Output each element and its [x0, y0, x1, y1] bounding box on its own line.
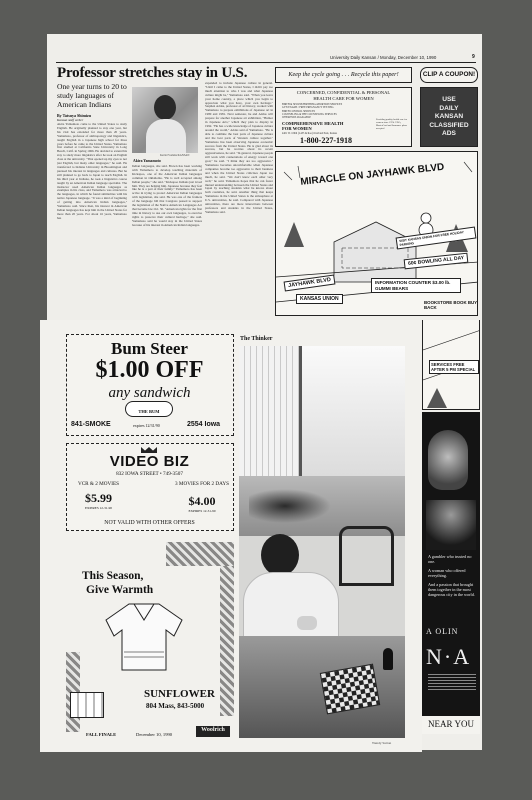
bumsteer-phone: 841-SMOKE — [71, 421, 111, 428]
bumsteer-title: Bum Steer — [111, 339, 188, 358]
sweater-illustration — [104, 602, 184, 672]
movie-tagline-3: And a passion that brought them together in the most dangerous city in the world. — [428, 582, 475, 597]
thinker-body — [243, 572, 339, 642]
sunflower-address: 804 Mass, 843-5000 — [146, 702, 205, 710]
page-number: 9 — [472, 54, 475, 60]
building-icon — [334, 222, 416, 282]
sunflower-headline-2: Give Warmth — [86, 584, 154, 596]
professor-photo — [132, 87, 198, 153]
classified-ad — [420, 87, 478, 147]
health-title-1: CONCERNED, CONFIDENTIAL & PERSONAL — [296, 90, 391, 95]
sunflower-name: SUNFLOWER — [144, 688, 215, 700]
window-frame — [299, 346, 405, 476]
bumsteer-address: 2554 Iowa — [187, 421, 221, 428]
health-address: 4401 W. 109th (I-435 & Roe) Overland Park, Kansas — [282, 132, 338, 135]
article-column-1: Akira Yamamoto came to the United States to study English. He originally planned to stay one year, but his visit has extended for more than 20 years. Yamamoto, professor of anthropology and linguistics, taught English in a Japanese high school for three years before he came to the United States. Yamamoto first studied at California State University in Long Beach, Calif. in Spring 1966. He decided to extend his stay to study more linguistics after he took an English class at the university. "That opened up my eyes to not just English, but many other languages," he said. He transferred to Indiana University in Bloomington and pursued his interest in languages and cultures. But he still planned to go back to Japan to teach English. In his third year at Indiana, he took a linguistics course taught by an American Indian language specialist. The instructor used American Indian languages as examples in his class, and Yamamoto was attracted to the languages, in which he found similarities with his native Japanese language. "It was a kind of beginning of getting into American Indian languages," Yamamoto said. Since then, his interest in American Indian languages has kept him in the United States for more than 20 years. For about 16 years, Yamamoto has — [57, 123, 127, 220]
tree-icon — [427, 388, 447, 408]
byline: By Tatsuya Shimizu — [57, 113, 92, 118]
snowman-head-icon — [421, 213, 431, 223]
movie-star: A OLIN — [426, 627, 459, 636]
sunflower-footer-left: FALL FINALE — [86, 732, 117, 737]
health-title-2: HEALTH CARE FOR WOMEN — [313, 96, 374, 101]
videobiz-right-price: $4.00 — [188, 494, 216, 508]
movie-theater: NEAR YOU — [422, 716, 480, 734]
chess-piece — [383, 648, 393, 670]
bumsteer-logo — [125, 401, 173, 417]
bumsteer-logo-text: THE BUM — [138, 409, 160, 414]
masthead: University Daily Kansan / Monday, December 10, 1990 — [330, 55, 437, 60]
sunflower-footer-date: December 10, 1990 — [136, 732, 173, 737]
classified-line: ADS — [442, 130, 456, 138]
classified-line: USE — [442, 96, 456, 103]
bumsteer-item: any sandwich — [108, 385, 191, 401]
thinker-photo — [239, 346, 405, 738]
masthead-rule — [56, 62, 476, 63]
thinker-head — [261, 534, 299, 576]
street-sign: JAYHAWK BLVD — [284, 274, 336, 291]
thinker-label: The Thinker — [240, 336, 273, 342]
article-column-2: Indian languages, she said. Brown has been working with Yamamoto to develop teaching materials of Kickapoo, one of the American Indian languages common in Oklahoma. "He is well accepted among Indian people," she said. "Kickapoo Indians just loved him. They are helping him. Japanese because they feel like he is a part of their family." Yamamoto has been active in trying to protect American Indian languages with legislation, she said. He was one of the framers of the language bill that Congress passed to support the legislation of the Native American Languages Act that became law Oct. 30. "American rights for the first time in history to use our own languages, to exercise rights to preserve their cultural heritage," she said. Yamamoto said he would stay in the United States because of his interest in American Indian languages. — [132, 165, 202, 227]
movie-poster-face — [428, 430, 468, 490]
videobiz-right-deal: 3 MOVIES FOR 2 DAYS — [175, 481, 229, 487]
health-service-item: COUNSELING & THE COUNSELING SERVICES — [282, 112, 337, 116]
chess-clutter-left — [249, 486, 339, 526]
health-name-2: FOR WOMEN — [282, 126, 312, 131]
bumsteer-expires: expires 12/31/90 — [133, 423, 160, 428]
photo-caption: Akira Yamamoto — [133, 159, 161, 163]
videobiz-left-deal: VCR & 2 MOVIES — [77, 481, 120, 487]
movie-tagline-2: A woman who offered everything. — [428, 568, 466, 578]
classified-line: DAILY — [439, 104, 459, 112]
gift-boxes-icon — [70, 692, 104, 718]
videobiz-coupon — [66, 443, 234, 531]
byline-role: Kansan staff writer — [57, 118, 84, 122]
headline: Professor stretches stay in U.S. — [57, 65, 248, 81]
clip-coupon-ad — [420, 67, 478, 83]
bowling-sign: 60¢ BOWLING ALL DAY — [404, 253, 469, 270]
health-service-item: WEEKENDS AVAILABLE — [282, 116, 311, 120]
services-sign: SERVICES FREE AFTER 5 PM SPECIAL — [429, 360, 479, 374]
photo-credit: Kevin Fromme/KANSAN — [160, 154, 190, 157]
bumsteer-coupon — [66, 334, 234, 436]
title-arc — [316, 185, 466, 212]
movie-credits — [428, 674, 476, 692]
tree-icon — [284, 222, 304, 247]
health-care-ad — [275, 87, 412, 147]
videobiz-right-note: EXPIRES 12-31-90 — [188, 509, 216, 513]
subhead: One year turns to 20 to study languages of American Indians — [57, 82, 127, 109]
holly-border-right — [220, 566, 234, 716]
health-services-list — [282, 103, 372, 119]
miracle-ad — [275, 151, 478, 316]
parking-sign: VISIT KANSAS UNION FOR FREE HOLIDAY PARKING — [396, 226, 477, 249]
recycle-text: Keep the cycle going . . . Recycle this paper! — [288, 71, 399, 78]
bookstore-sign: BOOKSTORE BOOK BUY BACK — [424, 300, 478, 310]
professor-body — [146, 119, 186, 153]
woolrich-logo: Woolrich — [196, 726, 230, 737]
bumsteer-offer: $1.00 OFF — [95, 357, 204, 383]
movie-poster-figure — [426, 500, 476, 550]
videobiz-name: VIDEO BIZ — [109, 453, 190, 470]
health-service-item: BIRTH & SPOUSE/BIRTHING/ABORTION SERVICES — [282, 103, 343, 106]
chair-back — [339, 526, 394, 586]
health-side-note: Providing quality health care for women since 1974. VISA, MasterCard and Insurance plans accepted — [376, 118, 408, 130]
kansas-union-sign: KANSAS UNION — [296, 294, 343, 304]
classified-line: KANSAN — [434, 113, 464, 121]
sunflower-headline-1: This Season, — [82, 570, 144, 582]
info-sign: INFORMATION COUNTER $3.00 lb. GUMMI BEARS — [371, 278, 461, 293]
clip-coupon-text: CLIP A COUPON! — [422, 71, 476, 78]
health-service-item: BIRTH CONTROL SERVICES — [282, 109, 316, 113]
thinker-credit: Wendy Sutton — [372, 741, 392, 745]
health-phone: 1-800-227-1918 — [300, 136, 352, 145]
health-name-1: COMPREHENSIVE HEALTH — [282, 121, 344, 126]
movie-title: N·A — [426, 644, 472, 669]
recycle-ad — [275, 67, 412, 83]
miracle-title: MIRACLE ON JAYHAWK BLVD — [299, 161, 445, 188]
health-service-item: GYN EXAMS / FREE PREGNANCY TESTING — [282, 106, 334, 110]
videobiz-address: 832 IOWA STREET • 749-3507 — [116, 471, 183, 477]
sunflower-ad — [66, 542, 234, 750]
miracle-ad-continued — [422, 320, 480, 410]
videobiz-left-note: EXPIRES 12-31-90 — [84, 506, 113, 510]
movie-tagline-1: A gambler who trusted no one. — [428, 554, 472, 564]
movie-ad — [422, 412, 480, 734]
thinker-hand — [297, 616, 317, 630]
holly-border-top — [166, 542, 234, 566]
professor-head — [154, 95, 176, 120]
classified-line: CLASSIFIED — [429, 121, 469, 129]
article-column-3: expanded to include Japanese culture in general. "Until I came to the United States, I didn't pay too much attention to who I was and what Japanese culture might be," Yamamoto said. "When you leave your home country, a place which you begin to appreciate what you have, your own heritage." Stephen Addas, professor of art history, worked with Yamamoto to prepare exhibitions of Japanese art in 1980 and 1981. Next semester, he and Addas will prepare for another Japanese art exhibition, "Humor in Japanese Arts," which they plan to display in 1992. "He has a wide knowledge of Japanese culture around the world," Addas said of Yamamoto. "He is able to combine the best parts of Japanese culture and the best parts of Western culture together." Yamamoto has been observing Japanese economic success from the United States. He is glad about its success, but he worries about its recent aggressiveness, he said. "In general, Japanese people still work with connotations of energy toward one goal," he said. "I think they are too aggressive." Yamamoto becomes uncomfortable when Japanese companies become too aggressive to their business and when the United States criticizes Japan too much, he said. "We don't know each other very well," he said. Yamamoto hopes that he can foster mutual understanding between the United States and Japan by teaching students what he knows about both countries, he said. Another thing that keeps Yamamoto in the United States is the atmosphere at U.S. universities, he said. Compared with Japanese universities, there are more interactions between professors and students in the United States, Yamamoto said. — [205, 82, 273, 214]
videobiz-left-price: $5.99 — [85, 491, 112, 505]
videobiz-footer: NOT VALID WITH OTHER OFFERS — [104, 520, 195, 526]
